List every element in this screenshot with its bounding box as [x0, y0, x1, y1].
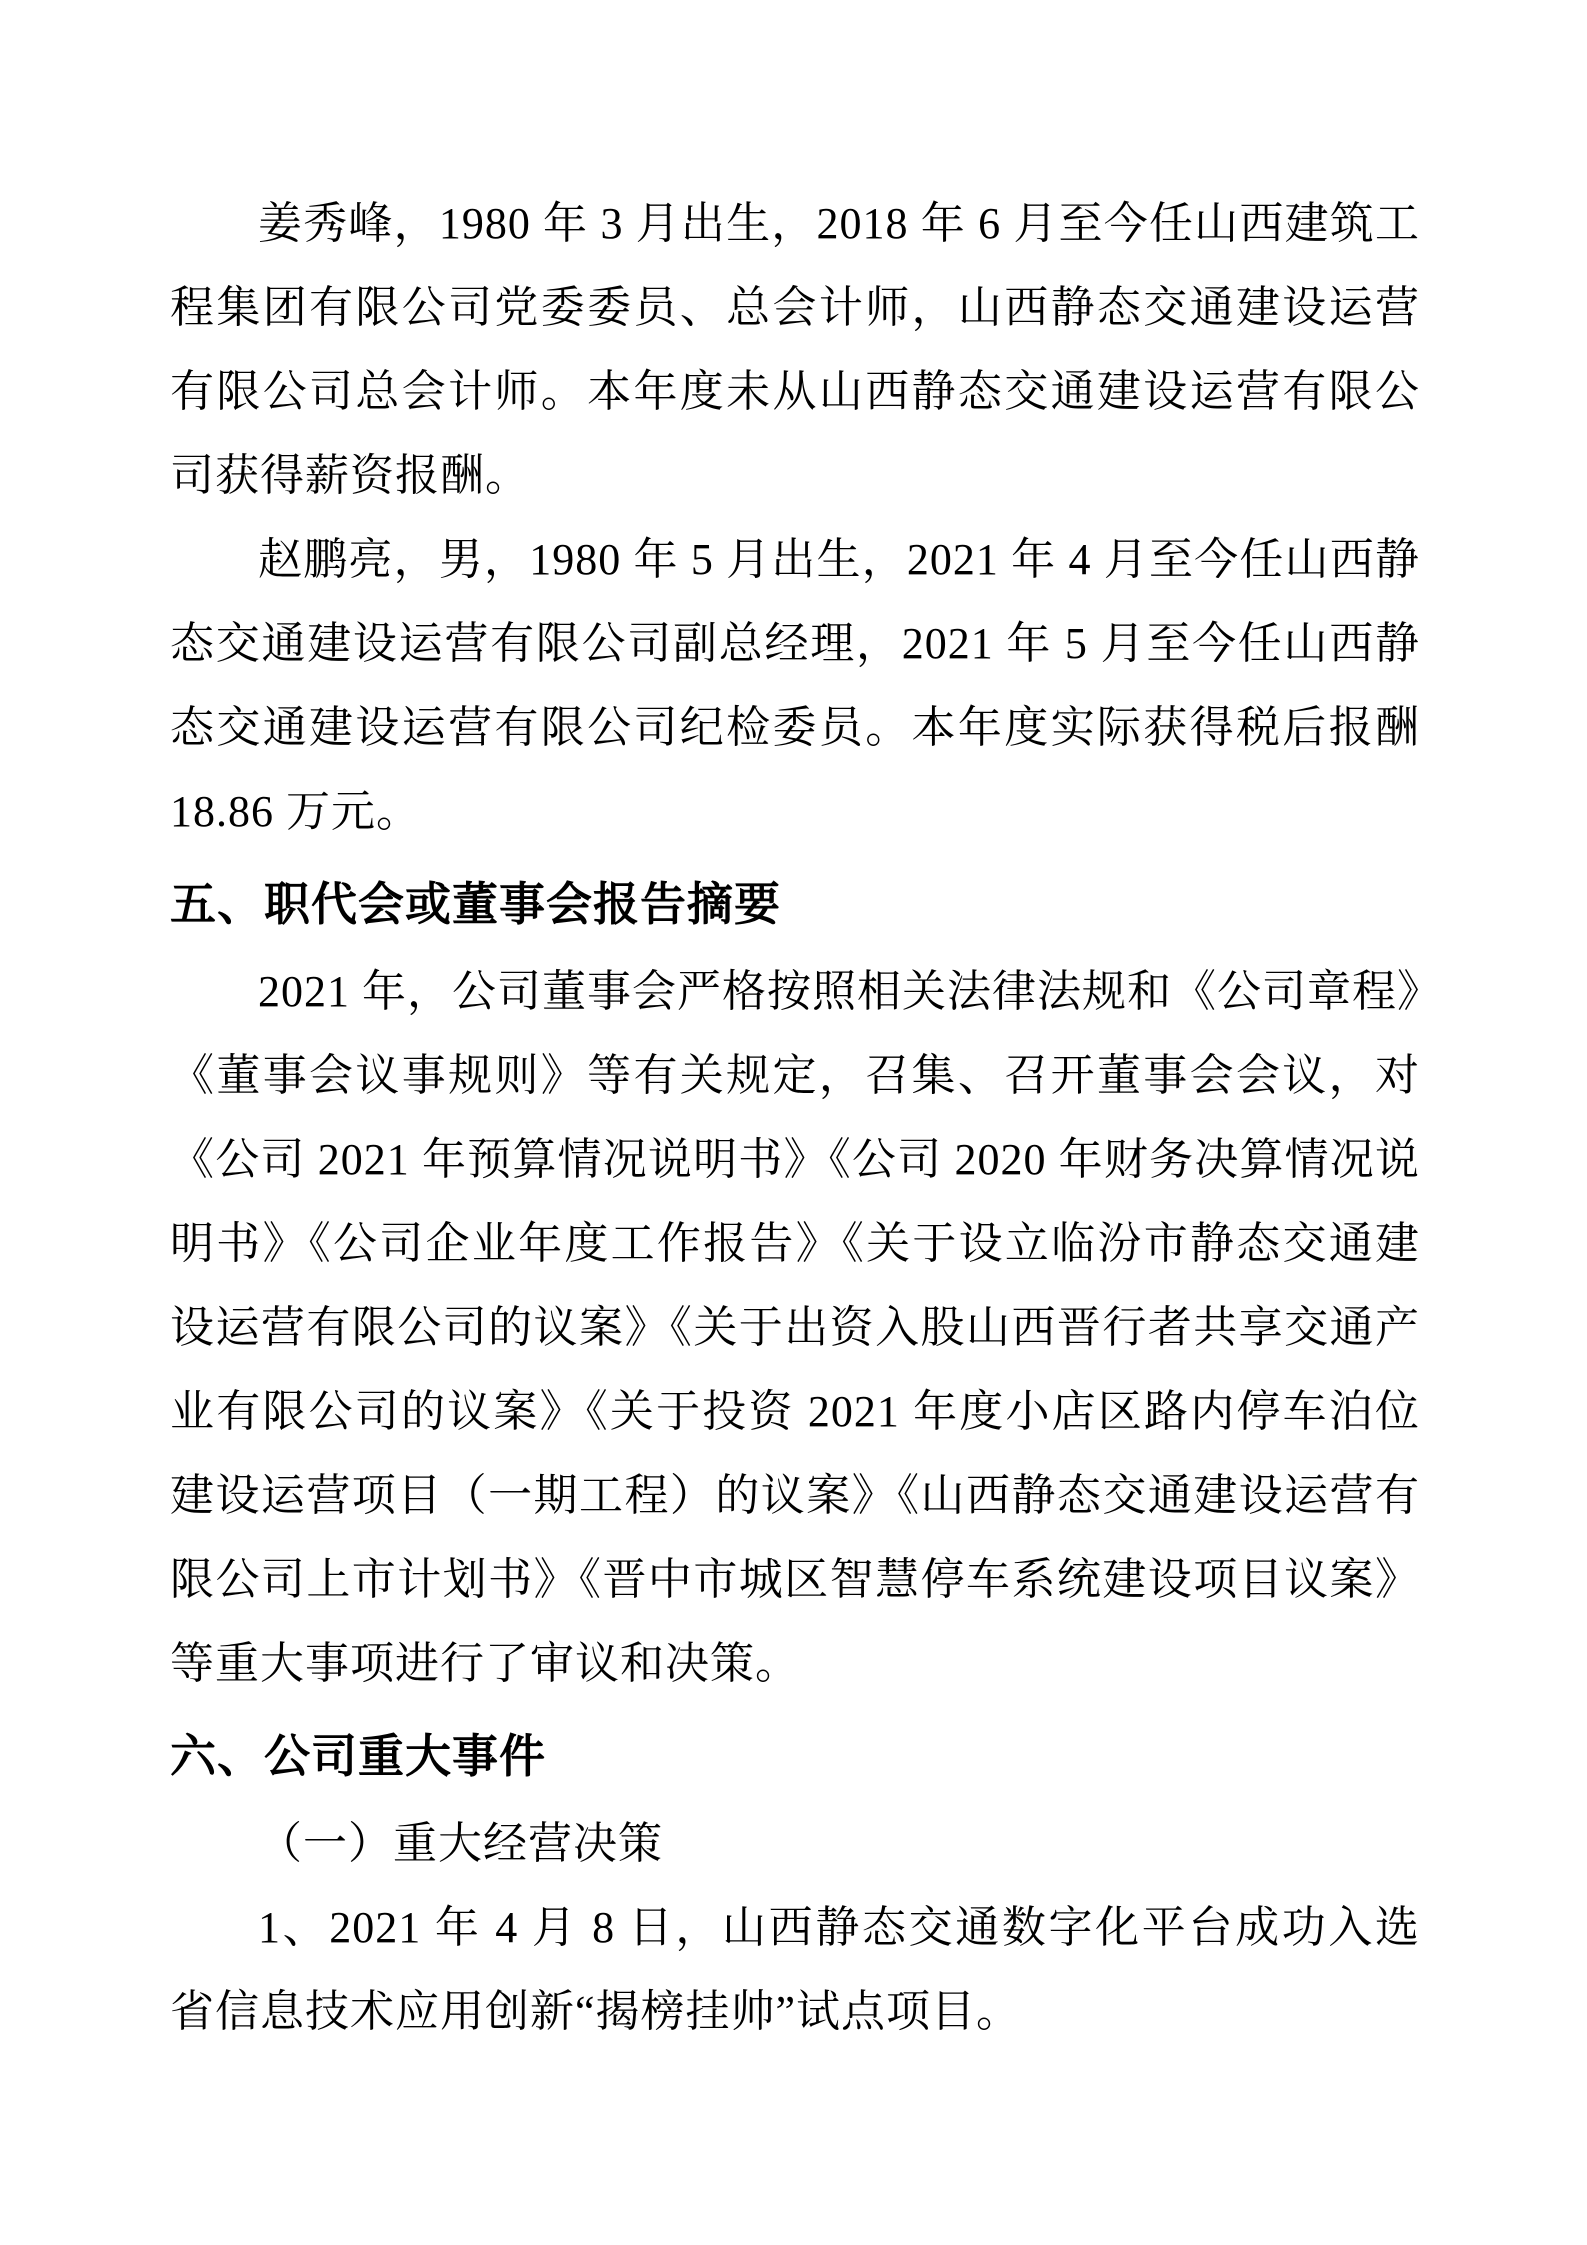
- paragraph-event-1-digital-platform: 1、2021 年 4 月 8 日，山西静态交通数字化平台成功入选省信息技术应用创新“揭榜挂帅”试点项目。: [170, 1903, 1420, 2036]
- paragraph-board-report-summary: 2021 年，公司董事会严格按照相关法律法规和《公司章程》《董事会议事规则》等有关规定，召集、召开董事会会议，对《公司 2021 年预算情况说明书》《公司 2020 年财务决算情况说明书》《公司企业年度工作报告》《关于设立临汾市静态交通建设运营有限公司的议案》《关于出资入股山西晋行者共享交通产业有限公司的议案》《关于投资 2021 年度小店区路内停车泊位建设运营项目（一期工程）的议案》《山西静态交通建设运营有限公司上市计划书》《晋中市城区智慧停车系统建设项目议案》等重大事项进行了审议和决策。: [170, 967, 1420, 1688]
- paragraph-subheading-major-business-decisions: （一）重大经营决策: [258, 1819, 663, 1868]
- document-body: [170, 182, 1420, 2054]
- section-heading-5-board-report-summary: 五、职代会或董事会报告摘要: [170, 878, 781, 930]
- section-heading-6-major-company-events: 六、公司重大事件: [170, 1730, 546, 1782]
- paragraph-bio-zhao-pengliang: 赵鹏亮，男，1980 年 5 月出生，2021 年 4 月至今任山西静态交通建设运营有限公司副总经理，2021 年 5 月至今任山西静态交通建设运营有限公司纪检委员。本年度实际获得税后报酬 18.86 万元。: [170, 535, 1420, 836]
- paragraph-bio-jiang-xiufeng: 姜秀峰，1980 年 3 月出生，2018 年 6 月至今任山西建筑工程集团有限公司党委委员、总会计师，山西静态交通建设运营有限公司总会计师。本年度未从山西静态交通建设运营有限公司获得薪资报酬。: [170, 199, 1420, 500]
